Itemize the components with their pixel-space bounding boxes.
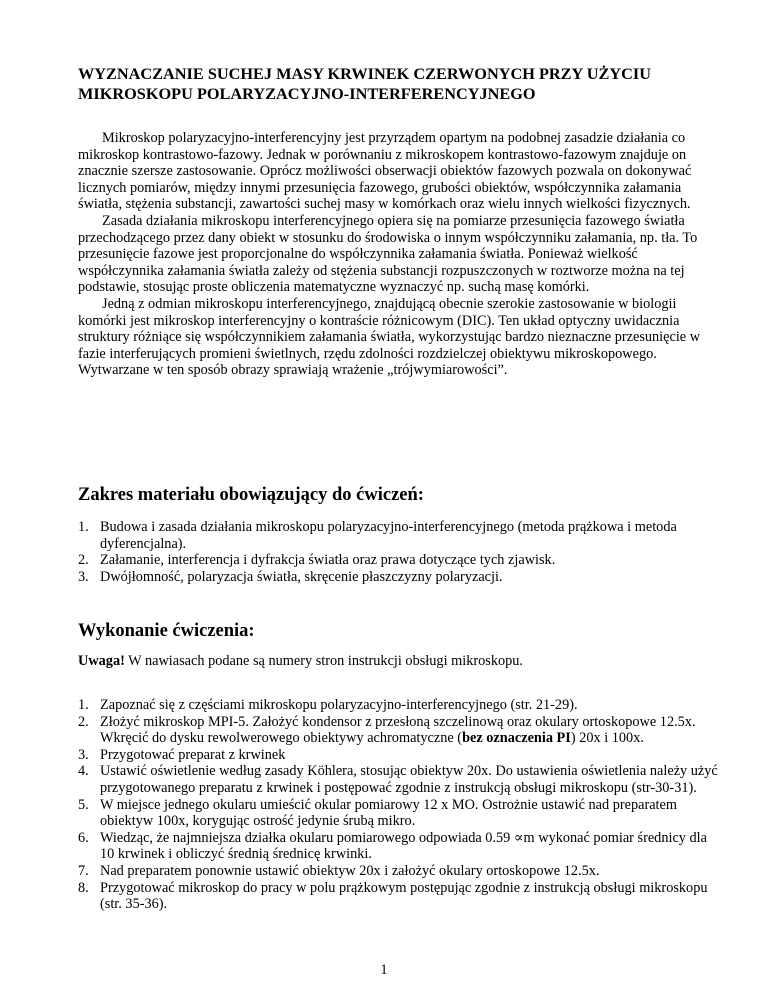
list-item-number: 1. bbox=[78, 697, 89, 713]
list-item bbox=[78, 569, 718, 586]
list-item bbox=[78, 519, 718, 552]
list-item-text: ) 20x i 100x. bbox=[570, 730, 644, 747]
intro-section bbox=[78, 130, 718, 379]
list-item bbox=[78, 797, 718, 830]
section-heading-zakres: Zakres materiału obowiązujący do ćwiczeń: bbox=[78, 485, 424, 505]
list-item-number: 2. bbox=[78, 713, 89, 730]
page-number: 1 bbox=[380, 962, 388, 978]
list-item-text: Przygotować preparat z krwinek bbox=[100, 746, 286, 763]
list-item-number: 7. bbox=[78, 862, 89, 879]
list-item bbox=[78, 697, 718, 714]
section-heading-wykonanie: Wykonanie ćwiczenia: bbox=[78, 621, 255, 641]
list-item-number: 6. bbox=[78, 829, 89, 846]
list-item-number: 8. bbox=[78, 879, 89, 896]
list-item-text: W miejsce jednego okularu umieścić okular pomiarowy 12 x MO. Ostrożnie ustawić nad preparatem obiektyw 100x, korygując ostrość jedynie śrubą mikro. bbox=[100, 796, 677, 830]
intro-paragraph: Jedną z odmian mikroskopu interferencyjnego, znajdującą obecnie szerokie zastosowanie w biologii komórki jest mikroskop interferencyjny o kontraście różnicowym (DIC). Ten układ optyczny uwidacznia struktury różniące się współczynnikiem załamania światła, wykorzystując bardzo nieznaczne przesunięcie w fazie interferujących promieni świetlnych, rzędu zdolności rozdzielczej obiektywu mikroskopowego. Wytwarzane w ten sposób obrazy sprawiają wrażenie „trójwymiarowości”. bbox=[78, 295, 701, 379]
list-item-text: Nad preparatem ponownie ustawić obiektyw 20x i założyć okulary ortoskopowe 12.5x. bbox=[100, 862, 600, 879]
list-item-number: 3. bbox=[78, 568, 89, 585]
zakres-list bbox=[78, 519, 718, 585]
list-item bbox=[78, 552, 718, 569]
note-text: W nawiasach podane są numery stron instrukcji obsługi mikroskopu. bbox=[124, 653, 523, 669]
list-item-text: Zapoznać się z częściami mikroskopu polaryzacyjno-interferencyjnego (str. 21-29). bbox=[100, 697, 578, 713]
list-item bbox=[78, 747, 718, 764]
note-label: Uwaga! bbox=[78, 653, 125, 669]
list-item bbox=[78, 830, 718, 863]
list-item bbox=[78, 763, 718, 796]
intro-paragraph: Mikroskop polaryzacyjno-interferencyjny jest przyrządem opartym na podobnej zasadzie działania co mikroskop kontrastowo-fazowy. Jednak w porównaniu z mikroskopem kontrastowo-fazowym znajduje on znacznie szersze zastosowanie. Oprócz możliwości obserwacji obiektów fazowych pozwala on dokonywać licznych pomiarów, między innymi przesunięcia fazowego, grubości obiektów, współczynnika załamania światła, stężenia substancji, zawartości suchej masy w komórkach oraz wielu innych wielkości fizycznych. bbox=[78, 130, 692, 213]
list-item-number: 5. bbox=[78, 796, 89, 813]
list-item-number: 3. bbox=[78, 746, 89, 763]
list-item-text: Wiedząc, że najmniejsza działka okularu pomiarowego odpowiada 0.59 ∝m wykonać pomiar średnicy dla 10 krwinek i obliczyć średnią średnicę krwinki. bbox=[100, 829, 707, 863]
list-item-number: 4. bbox=[78, 763, 89, 780]
intro-paragraph: Zasada działania mikroskopu interferencyjnego opiera się na pomiarze przesunięcia fazowego światła przechodzącego przez dany obiekt w stosunku do środowiska o innym współczynniku załamania, np. tła. To przesunięcie fazowe jest proporcjonalne do współczynnika załamania światła. Ponieważ wielkość współczynnika załamania światła zależy od stężenia substancji rozpuszczonych w roztworze można na tej podstawie, stosując proste obliczenia matematyczne wyznaczyć np. suchą masę komórki. bbox=[78, 212, 698, 296]
list-item-text: Załamanie, interferencja i dyfrakcja światła oraz prawa dotyczące tych zjawisk. bbox=[100, 552, 556, 569]
list-item-text: Dwójłomność, polaryzacja światła, skręcenie płaszczyzny polaryzacji. bbox=[100, 568, 503, 585]
list-item-text: Złożyć mikroskop MPI-5. Założyć kondensor z przesłoną szczelinową oraz okulary ortoskopowe 12.5x. Wkręcić do dysku rewolwerowego obiektywy achromatyczne ( bbox=[100, 713, 696, 747]
list-item bbox=[78, 863, 718, 880]
list-item-bold-text: bez oznaczenia PI bbox=[462, 730, 571, 747]
document-title: WYZNACZANIE SUCHEJ MASY KRWINEK CZERWONYCH PRZY UŻYCIU MIKROSKOPU POLARYZACYJNO-INTERFERENCYJNEGO bbox=[78, 64, 651, 103]
note bbox=[78, 653, 718, 670]
list-item-number: 2. bbox=[78, 552, 89, 569]
list-item-text: Budowa i zasada działania mikroskopu polaryzacyjno-interferencyjnego (metoda prążkowa i metoda dyferencjalna). bbox=[100, 519, 677, 552]
list-item bbox=[78, 880, 718, 913]
list-item-number: 1. bbox=[78, 519, 89, 535]
list-item bbox=[78, 714, 718, 747]
list-item-text: Przygotować mikroskop do pracy w polu prążkowym postępując zgodnie z instrukcją obsługi mikroskopu (str. 35-36). bbox=[100, 879, 708, 913]
wykonanie-list bbox=[78, 697, 718, 913]
list-item-text: Ustawić oświetlenie według zasady Köhlera, stosując obiektyw 20x. Do ustawienia oświetlenia należy użyć przygotowanego preparatu z krwinek i postępować zgodnie z instrukcją obsługi mikroskopu (str-30-31). bbox=[100, 763, 718, 796]
